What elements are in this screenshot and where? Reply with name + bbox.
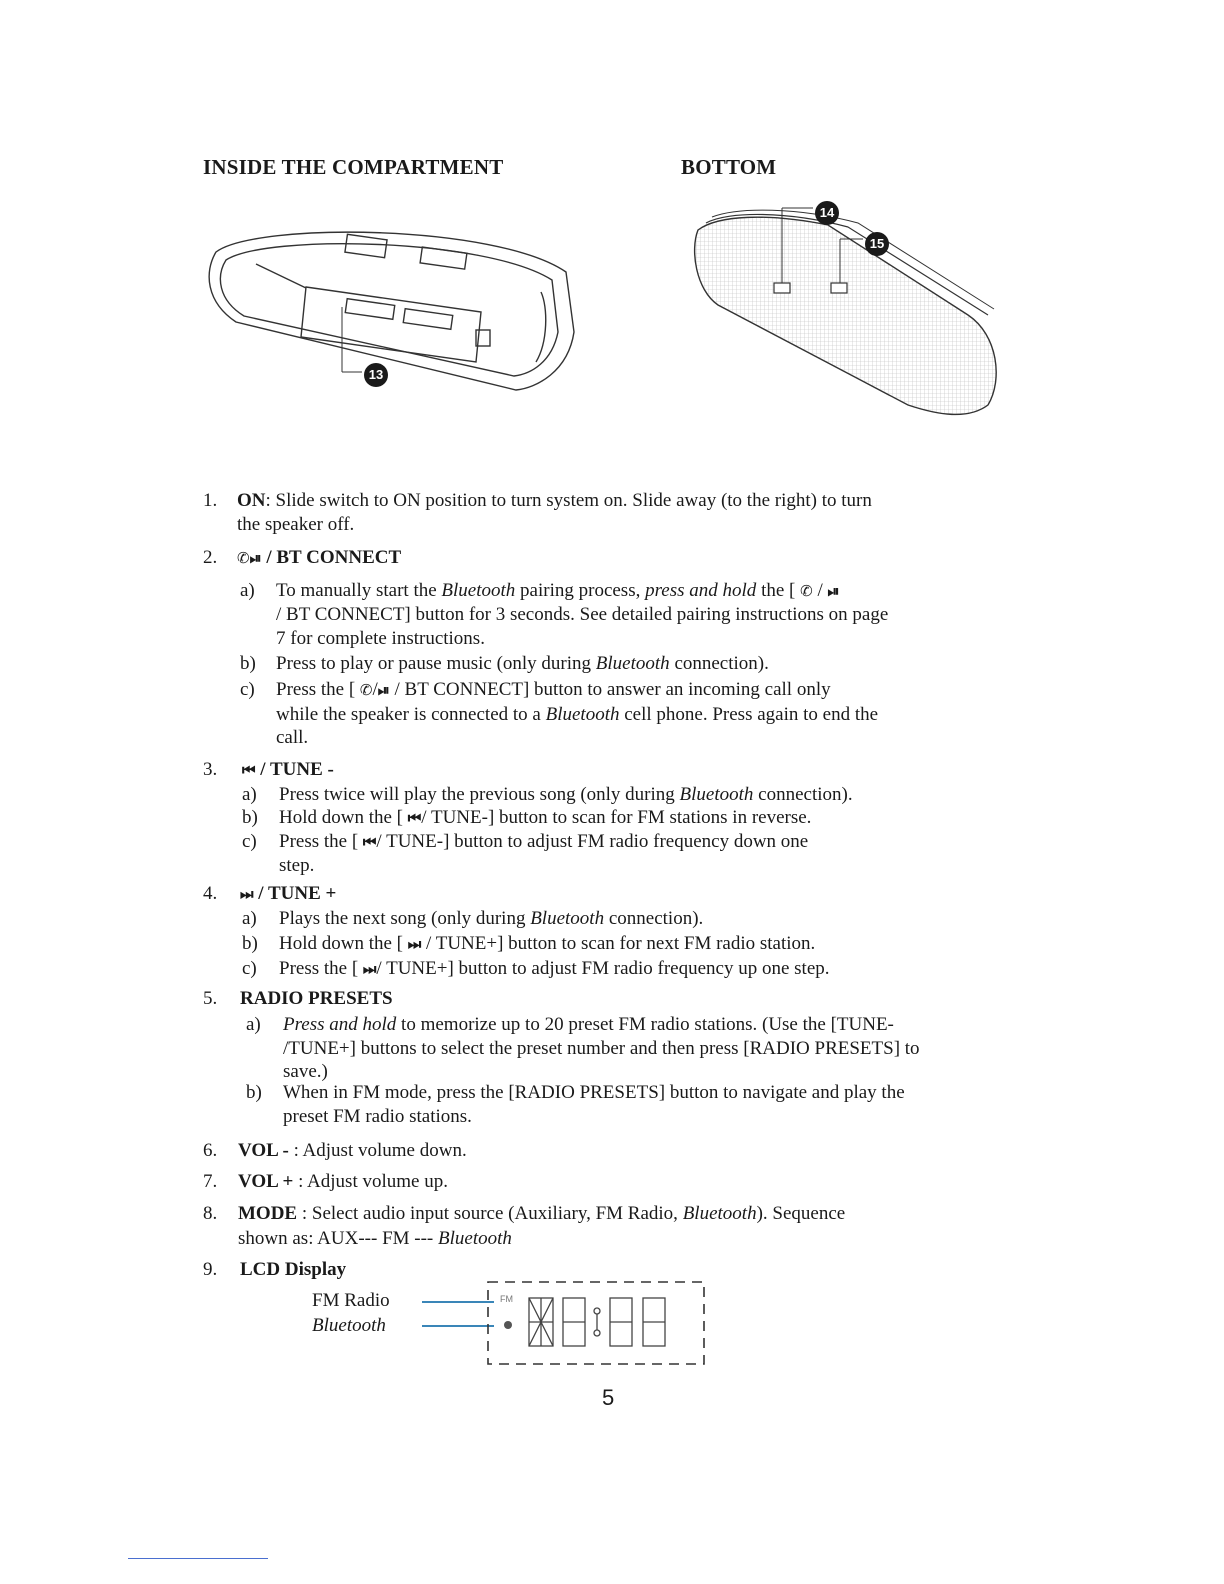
item-6-number: 6.: [203, 1140, 218, 1161]
item-9-number: 9.: [203, 1259, 218, 1280]
item-5-a-mark: a): [246, 1014, 261, 1035]
item-6-line: [238, 1139, 467, 1163]
item-3-a1-post: connection).: [753, 784, 853, 805]
item-3-a-mark: a): [242, 784, 257, 805]
item-4-c-mark: c): [242, 958, 257, 979]
previous-track-icon: ⏮: [362, 833, 377, 851]
play-pause-icon: ⏯: [827, 582, 840, 600]
item-4-b-mark: b): [242, 933, 258, 954]
lcd-bluetooth-label: Bluetooth: [312, 1315, 386, 1336]
item-5-a-line-2: /TUNE+] buttons to select the preset number and then press [RADIO PRESETS] to: [283, 1038, 920, 1059]
item-3-b1-post: / TUNE-] button to scan for FM stations in reverse.: [421, 807, 812, 828]
item-3-c-line-1: [279, 830, 808, 854]
item-5-b-line-2: preset FM radio stations.: [283, 1106, 472, 1127]
phone-icon: ✆: [800, 582, 813, 600]
item-7-line: [238, 1170, 448, 1194]
item-9-label: LCD Display: [240, 1259, 347, 1280]
item-8-text1-pre: : Select audio input source (Auxiliary, FM Radio,: [297, 1203, 683, 1224]
play-pause-icon: ⏯: [377, 681, 390, 699]
item-2-c1-pre: Press the [: [276, 679, 360, 700]
next-track-icon: ⏭: [240, 885, 254, 903]
item-1-line-1: [237, 489, 872, 513]
item-8-label: MODE: [238, 1203, 298, 1224]
item-2-a-mark: a): [240, 580, 255, 601]
item-4-number: 4.: [203, 883, 218, 904]
item-8-text1-bluetooth: Bluetooth: [682, 1203, 757, 1224]
item-8-number: 8.: [203, 1203, 218, 1224]
lcd-fm-pointer-line: [422, 1301, 494, 1303]
item-2-a1-mid: pairing process,: [515, 580, 646, 601]
item-2-heading: [237, 546, 401, 570]
item-2-a1-bluetooth: Bluetooth: [441, 580, 516, 601]
item-3-a-line-1: [279, 783, 853, 807]
phone-icon: ✆: [237, 549, 250, 567]
item-4-label: / TUNE +: [258, 883, 337, 904]
item-7-text: : Adjust volume up.: [298, 1171, 448, 1192]
item-2-a1-pre: To manually start the: [276, 580, 442, 601]
item-2-b1-post: connection).: [669, 653, 769, 674]
item-2-a-line-1: To manually start the Bluetooth pairing process, press and hold the [ ✆ / ⏯: [276, 580, 840, 601]
item-2-c-line-2: [276, 703, 878, 727]
phone-icon: ✆: [359, 681, 373, 699]
item-8-line-2: [238, 1227, 512, 1251]
item-5-b-mark: b): [246, 1082, 262, 1103]
item-4-a-mark: a): [242, 908, 257, 929]
previous-track-icon: ⏮: [407, 809, 422, 827]
item-3-heading: [242, 758, 334, 782]
heading-inside-compartment: INSIDE THE COMPARTMENT: [203, 155, 504, 179]
item-8-text1-post: ). Sequence: [756, 1203, 846, 1224]
previous-track-icon: ⏮: [242, 761, 256, 779]
callout-15: 15: [865, 232, 889, 256]
item-4-c1-post: / TUNE+] button to adjust FM radio frequency up one step.: [376, 958, 830, 979]
footnote-rule: [128, 1558, 268, 1559]
item-2-a-line-2: / BT CONNECT] button for 3 seconds. See detailed pairing instructions on page: [276, 604, 889, 625]
item-5-b-line-1: When in FM mode, press the [RADIO PRESETS] button to navigate and play the: [283, 1082, 905, 1103]
play-pause-icon: ⏯: [249, 549, 262, 567]
lcd-fm-tag: FM: [500, 1294, 513, 1304]
item-4-b1-post: / TUNE+] button to scan for next FM radio station.: [421, 933, 816, 954]
item-3-b-line-1: [279, 806, 811, 830]
item-2-a-line-3: 7 for complete instructions.: [276, 628, 485, 649]
item-2-a1-post: the [: [756, 580, 801, 601]
item-5-label: RADIO PRESETS: [240, 988, 393, 1009]
item-5-number: 5.: [203, 988, 218, 1009]
item-4-a1-bluetooth: Bluetooth: [530, 908, 605, 929]
item-3-a1-bluetooth: Bluetooth: [679, 784, 754, 805]
item-2-c2-bluetooth: Bluetooth: [545, 704, 620, 725]
item-2-label: / BT CONNECT: [266, 547, 402, 568]
item-2-b1-bluetooth: Bluetooth: [595, 653, 670, 674]
item-8-text2-bluetooth: Bluetooth: [438, 1228, 512, 1249]
item-5-a-line-1: [283, 1013, 894, 1037]
item-2-b-line-1: [276, 652, 769, 676]
item-5-a-line-3: save.): [283, 1061, 328, 1082]
item-3-number: 3.: [203, 759, 218, 780]
item-4-heading: [240, 882, 336, 906]
item-3-c-line-2: step.: [279, 855, 315, 876]
item-3-c-mark: c): [242, 831, 257, 852]
heading-bottom: BOTTOM: [681, 155, 777, 179]
item-2-c-line-3: call.: [276, 727, 309, 748]
item-5-a1-press-hold: Press and hold: [283, 1014, 397, 1035]
compartment-illustration: [196, 212, 588, 398]
bluetooth-icon: [504, 1321, 512, 1329]
item-3-c1-pre: Press the [: [279, 831, 363, 852]
lcd-bluetooth-pointer-line: [422, 1325, 494, 1327]
item-4-c1-pre: Press the [: [279, 958, 363, 979]
callout-14: 14: [815, 201, 839, 225]
lcd-fm-radio-label: FM Radio: [312, 1290, 390, 1311]
item-2-c-mark: c): [240, 679, 255, 700]
item-7-label: VOL +: [238, 1171, 299, 1192]
item-2-a1-press-hold: press and hold: [645, 580, 757, 601]
item-1-label: ON: [237, 490, 266, 511]
item-1-text-1: : Slide switch to ON position to turn system on. Slide away (to the right) to turn: [265, 490, 872, 511]
bottom-illustration: [688, 205, 1008, 430]
item-8-line-1: [238, 1202, 845, 1226]
item-3-a1-pre: Press twice will play the previous song (only during: [279, 784, 680, 805]
item-7-number: 7.: [203, 1171, 218, 1192]
item-6-text: : Adjust volume down.: [293, 1140, 467, 1161]
item-8-text2-pre: shown as: AUX--- FM ---: [238, 1228, 439, 1249]
next-track-icon: ⏭: [407, 935, 422, 953]
callout-13: 13: [364, 363, 388, 387]
item-2-number: 2.: [203, 547, 218, 568]
next-track-icon: ⏭: [362, 960, 377, 978]
item-2-b1-pre: Press to play or pause music (only during: [276, 653, 596, 674]
page-number: 5: [602, 1385, 615, 1410]
item-2-b-mark: b): [240, 653, 256, 674]
item-2-c2-pre: while the speaker is connected to a: [276, 704, 546, 725]
item-3-b-mark: b): [242, 807, 258, 828]
item-4-a1-post: connection).: [604, 908, 704, 929]
item-5-a1-post: to memorize up to 20 preset FM radio stations. (Use the [TUNE-: [396, 1014, 894, 1035]
item-2-c1-post: / BT CONNECT] button to answer an incoming call only: [389, 679, 831, 700]
item-6-label: VOL -: [238, 1140, 294, 1161]
item-4-b1-pre: Hold down the [: [279, 933, 408, 954]
item-1-number: 1.: [203, 490, 218, 511]
item-4-c-line-1: [279, 957, 830, 981]
item-4-a1-pre: Plays the next song (only during: [279, 908, 531, 929]
item-3-b1-pre: Hold down the [: [279, 807, 408, 828]
lcd-display-diagram: [486, 1280, 708, 1366]
item-4-a-line-1: [279, 907, 703, 931]
item-4-b-line-1: [279, 932, 815, 956]
item-3-c1-post: / TUNE-] button to adjust FM radio frequency down one: [376, 831, 809, 852]
item-1-text-2: the speaker off.: [237, 514, 355, 535]
item-2-c-line-1: Press the [ ✆/⏯ / BT CONNECT] button to answer an incoming call only: [276, 679, 831, 700]
item-3-label: / TUNE -: [260, 759, 334, 780]
item-2-c2-post: cell phone. Press again to end the: [619, 704, 879, 725]
